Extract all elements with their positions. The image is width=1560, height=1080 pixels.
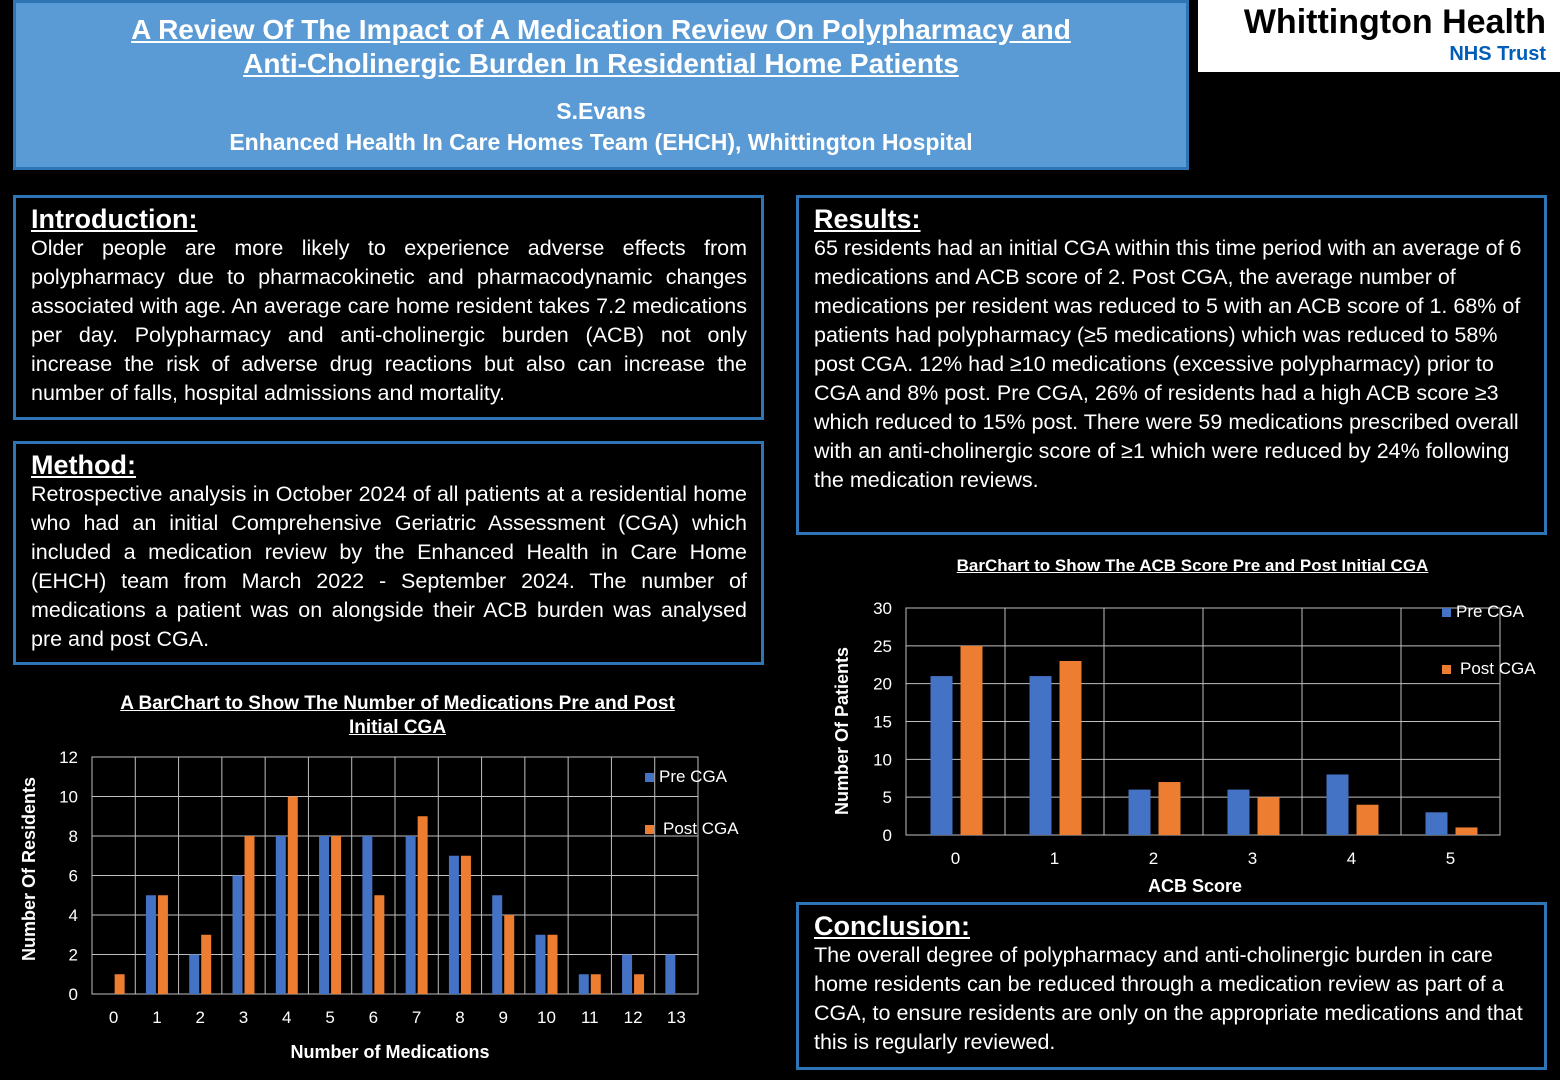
logo-line1: Whittington Health	[1243, 3, 1546, 41]
c1-y-tick-label: 4	[68, 905, 78, 925]
c2-x-tick-label: 2	[1148, 849, 1159, 868]
conclusion-heading: Conclusion:	[814, 911, 970, 941]
c1-bar-post-12	[634, 974, 644, 994]
c2-y-tick-label: 10	[873, 750, 892, 770]
introduction-panel	[13, 195, 764, 420]
c1-bar-pre-13	[665, 955, 675, 995]
c2-x-tick-label: 3	[1247, 849, 1258, 868]
logo-line2: NHS Trust	[1449, 43, 1546, 65]
c1-bar-pre-5	[319, 836, 329, 994]
c2-legend-swatch-pre	[1442, 608, 1451, 617]
c1-x-tick-label: 11	[580, 1008, 599, 1027]
medications-bar-chart	[0, 740, 770, 1070]
results-panel	[796, 195, 1547, 535]
conclusion-text: The overall degree of polypharmacy and anti-cholinergic burden in care home residents can be reduced through a medication review as part of a CGA, to ensure residents are only on the appropriate medications and that this is regularly reviewed.	[814, 943, 1523, 1054]
c1-x-tick-label: 7	[411, 1008, 422, 1027]
results-text: 65 residents had an initial CGA within this time period with an average of 6 medications and ACB score of 2. Post CGA, the average number of medications per resident was reduced to 5 with an ACB score of 1. 68% of patients had polypharmacy (≥5 medications) which was reduced to 58% post CGA. 12% had ≥10 medications (excessive polypharmacy) prior to CGA and 8% post. Pre CGA, 26% of residents had a high ACB score ≥3 which reduced to 15% post. There were 59 medications prescribed overall with an anti-cholinergic score of ≥1 which were reduced by 24% following the medication reviews.	[814, 236, 1522, 492]
c1-legend-label-post: Post CGA	[663, 819, 739, 838]
poster-title-banner	[13, 0, 1189, 170]
method-panel	[13, 441, 764, 665]
c1-x-tick-label: 5	[325, 1008, 335, 1027]
c2-x-tick-label: 1	[1049, 849, 1060, 868]
c1-x-tick-label: 9	[498, 1008, 508, 1027]
c2-bar-pre-2	[1129, 790, 1151, 835]
c1-x-tick-label: 12	[623, 1008, 643, 1027]
chart1-title	[40, 692, 755, 740]
c2-bar-pre-3	[1228, 790, 1250, 835]
c1-bar-post-2	[201, 935, 211, 994]
c1-legend-label-pre: Pre CGA	[659, 767, 728, 786]
c1-bar-pre-9	[492, 895, 502, 994]
chart1-title-line1: A BarChart to Show The Number of Medications Pre and Post	[120, 693, 675, 714]
c1-y-tick-label: 8	[68, 826, 78, 846]
c1-bar-post-8	[461, 856, 471, 994]
method-heading: Method:	[31, 450, 136, 480]
c1-y-tick-label: 6	[68, 866, 78, 886]
poster-author: S.Evans	[556, 98, 646, 124]
acb-score-bar-chart	[790, 585, 1560, 900]
c1-y-tick-label: 0	[68, 984, 78, 1004]
c1-bar-pre-8	[449, 856, 459, 994]
c1-bar-post-10	[548, 935, 558, 994]
c2-x-tick-label: 4	[1346, 849, 1357, 868]
c1-x-tick-label: 4	[282, 1008, 292, 1027]
c2-x-tick-label: 0	[950, 849, 961, 868]
c1-x-tick-label: 3	[238, 1008, 249, 1027]
c1-bar-post-0	[115, 974, 125, 994]
c1-legend-swatch-pre	[645, 773, 654, 782]
c1-bar-pre-7	[406, 836, 416, 994]
c2-bar-pre-1	[1030, 676, 1052, 835]
c1-bar-pre-4	[276, 836, 286, 994]
c2-y-tick-label: 30	[873, 598, 892, 618]
c2-legend-swatch-post	[1442, 665, 1451, 674]
c1-bar-pre-2	[189, 955, 199, 995]
c2-bar-post-2	[1159, 782, 1181, 835]
poster-title-line1: A Review Of The Impact of A Medication Review On Polypharmacy and	[131, 14, 1071, 45]
c1-bar-post-9	[504, 915, 514, 994]
c2-legend-label-pre: Pre CGA	[1456, 602, 1525, 621]
method-text: Retrospective analysis in October 2024 of all patients at a residential home who had an initial Comprehensive Geriatric Assessment (CGA) which included a medication review by the Enhanced Health in Care Home (EHCH) team from March 2022 - September 2024. The number of medications a patient was on alongside their ACB burden was analysed pre and post CGA.	[31, 482, 747, 651]
c1-bar-post-1	[158, 895, 168, 994]
c1-x-tick-label: 0	[108, 1008, 119, 1027]
c1-bar-post-5	[331, 836, 341, 994]
c1-bar-post-7	[418, 816, 428, 994]
c1-x-tick-label: 1	[152, 1008, 162, 1027]
c2-bar-pre-5	[1426, 812, 1448, 835]
c1-x-tick-label: 8	[455, 1008, 465, 1027]
c2-y-tick-label: 5	[882, 788, 892, 808]
c2-y-tick-label: 25	[873, 636, 892, 656]
c1-y-tick-label: 2	[68, 945, 78, 965]
c1-x-tick-label: 10	[537, 1008, 556, 1027]
whittington-health-logo	[1198, 0, 1560, 72]
c1-bar-pre-3	[233, 876, 243, 995]
c1-bar-pre-12	[622, 955, 632, 995]
c2-bar-post-4	[1357, 805, 1379, 835]
chart2-title: BarChart to Show The ACB Score Pre and Post Initial CGA	[956, 556, 1429, 575]
c2-bar-post-5	[1456, 827, 1478, 835]
c2-bar-post-3	[1258, 797, 1280, 835]
c2-y-tick-label: 20	[873, 674, 892, 694]
c1-bar-pre-1	[146, 895, 156, 994]
c1-legend-swatch-post	[645, 825, 654, 834]
c2-y-tick-label: 15	[873, 712, 892, 732]
c1-x-tick-label: 2	[195, 1008, 205, 1027]
c2-legend-label-post: Post CGA	[1460, 659, 1536, 678]
c2-bar-pre-4	[1327, 774, 1349, 835]
c1-x-tick-label: 6	[368, 1008, 379, 1027]
c1-y-tick-label: 10	[59, 787, 78, 807]
c1-bar-pre-11	[579, 974, 589, 994]
chart2-y-axis-label: Number Of Patients	[832, 646, 852, 816]
c2-bar-post-1	[1060, 661, 1082, 835]
c1-x-tick-label: 13	[666, 1008, 686, 1027]
c1-bar-post-3	[245, 836, 255, 994]
poster-institution: Enhanced Health In Care Homes Team (EHCH), Whittington Hospital	[229, 129, 973, 155]
poster-title-line2: Anti-Cholinergic Burden In Residential Home Patients	[243, 48, 959, 79]
introduction-text: Older people are more likely to experience adverse effects from polypharmacy due to pharmacokinetic and pharmacodynamic changes associated with age. An average care home resident takes 7.2 medications per day. Polypharmacy and anti-cholinergic burden (ACB) not only increase the risk of adverse drug reactions but also can increase the number of falls, hospital admissions and mortality.	[31, 236, 747, 405]
c1-y-tick-label: 12	[59, 747, 78, 767]
chart1-y-axis-label: Number Of Residents	[19, 776, 39, 962]
introduction-heading: Introduction:	[31, 204, 198, 234]
chart2-x-axis-label: ACB Score	[1147, 876, 1243, 896]
c1-bar-pre-10	[536, 935, 546, 994]
c2-bar-post-0	[961, 646, 983, 835]
c1-bar-post-6	[374, 895, 384, 994]
results-heading: Results:	[814, 204, 921, 234]
c2-y-tick-label: 0	[882, 825, 892, 845]
c1-bar-post-4	[288, 797, 298, 995]
c2-x-tick-label: 5	[1445, 849, 1456, 868]
conclusion-panel	[796, 902, 1547, 1070]
c1-bar-pre-6	[362, 836, 372, 994]
chart1-title-line2: Initial CGA	[348, 717, 447, 738]
c1-bar-post-11	[591, 974, 601, 994]
c2-bar-pre-0	[931, 676, 953, 835]
chart1-x-axis-label: Number of Medications	[290, 1042, 490, 1062]
